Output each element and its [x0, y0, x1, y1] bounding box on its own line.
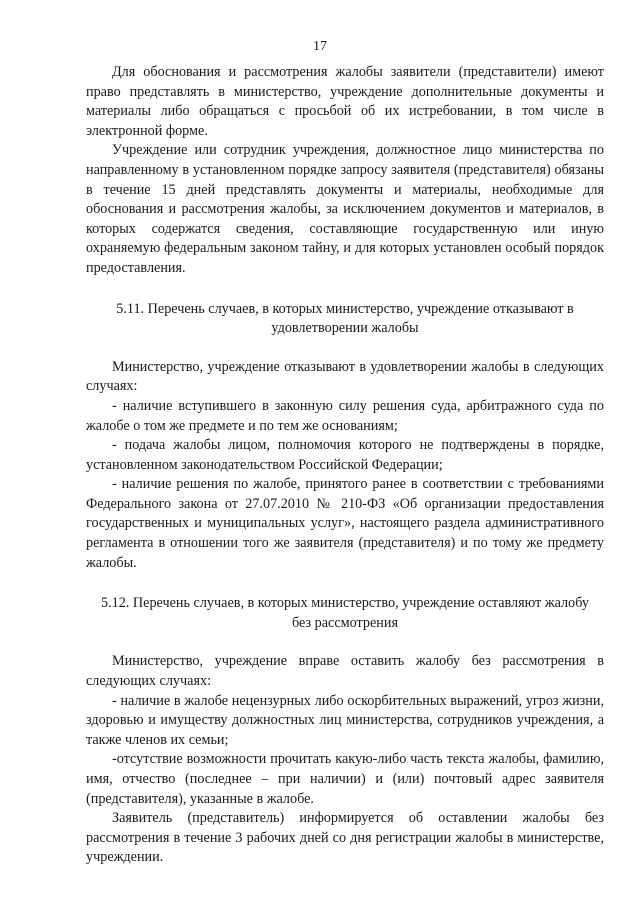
page-number: 17: [313, 39, 327, 54]
list-item: - подача жалобы лицом, полномочия которого не подтверждены в порядке, установленном законодательством Российской Федерации;: [86, 437, 604, 473]
list-item: - наличие решения по жалобе, принятого ранее в соответствии с требованиями Федерального закона от 27.07.2010 № 210-ФЗ «Об организации предоставления государственных и муниципальных услуг», настоящего раздела административного регламента в отношении того же заявителя (представителя) и по тому же предмету жалобы.: [86, 476, 604, 571]
section-heading-5-12: 5.12. Перечень случаев, в которых министерство, учреждение оставляют жалобу без рассмотрения: [101, 595, 589, 631]
list-item: - наличие вступившего в законную силу решения суда, арбитражного суда по жалобе о том же предмете и по тем же основаниям;: [86, 397, 604, 434]
paragraph: Министерство, учреждение отказывают в удовлетворении жалобы в следующих случаях:: [86, 358, 604, 395]
section-heading-5-11: 5.11. Перечень случаев, в которых министерство, учреждение отказывают в удовлетворении жалобы: [116, 300, 574, 337]
list-item: -отсутствие возможности прочитать какую-либо часть текста жалобы, фамилию, имя, отчество (последнее – при наличии) и (или) почтовый адрес заявителя (представителя), указанные в жалобе.: [86, 751, 604, 807]
document-body: [86, 63, 604, 868]
paragraph: Учреждение или сотрудник учреждения, должностное лицо министерства по направленному в установленном порядке запросу заявителя (представителя) обязаны в течение 15 дней представлять документы и материалы, необходимые для обоснования и рассмотрения жалобы, за исключением документов и материалов, в которых содержатся сведения, составляющие государственную или иную охраняемую федеральным законом тайну, и для которых установлен особый порядок предоставления.: [86, 142, 604, 276]
list-item: - наличие в жалобе нецензурных либо оскорбительных выражений, угроз жизни, здоровью и имуществу должностных лиц министерства, сотрудников учреждения, а также членов их семьи;: [86, 692, 604, 748]
paragraph: Для обоснования и рассмотрения жалобы заявители (представители) имеют право представлять в министерство, учреждение дополнительные документы и материалы либо обращаться с просьбой об их истребовании, в том числе в электронной форме.: [86, 64, 604, 139]
paragraph: Заявитель (представитель) информируется об оставлении жалобы без рассмотрения в течение 3 рабочих дней со дня регистрации жалобы в министерстве, учреждении.: [86, 810, 604, 866]
paragraph: Министерство, учреждение вправе оставить жалобу без рассмотрения в следующих случаях:: [86, 653, 604, 690]
